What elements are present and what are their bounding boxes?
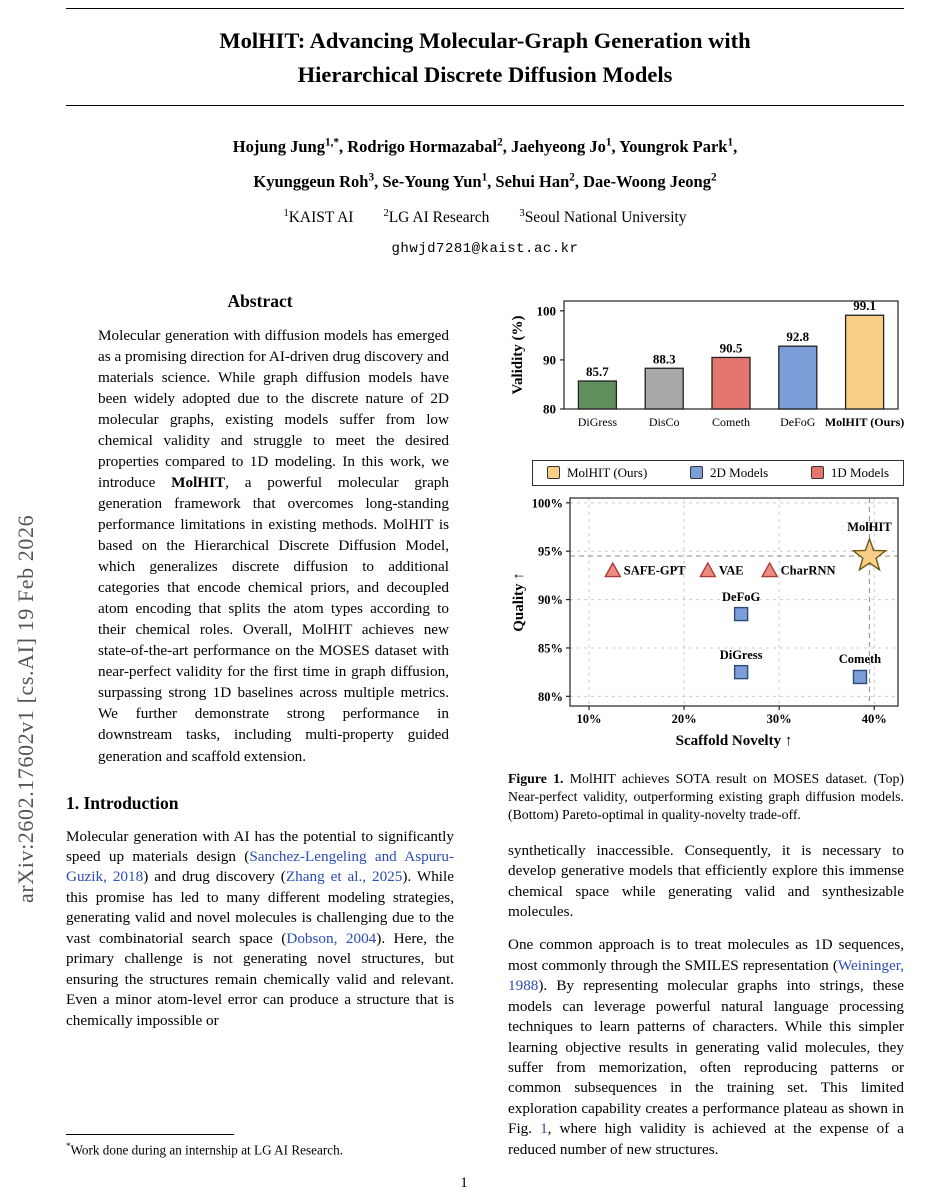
bar-DisCo [645, 368, 683, 409]
svg-text:90: 90 [543, 352, 556, 368]
affiliations [66, 208, 904, 227]
affiliation-snu: $^3$Seoul National University [519, 208, 687, 227]
svg-text:DiGress: DiGress [577, 414, 618, 429]
two-column-body [66, 291, 904, 1161]
arxiv-watermark: arXiv:2602.17602v1 [cs.AI] 19 Feb 2026 [13, 514, 38, 903]
svg-text:92.8: 92.8 [786, 328, 810, 344]
abstract-text: Molecular generation with diffusion models has emerged as a promising direction for AI-driven drug discovery and materials science. While graph diffusion models have been widely adopted due to the discrete nature of 2D molecular graphs, existing models suffer from low chemical validity and struggle to meet the desired properties compared to 1D modeling. In this work, we introduce MolHIT, a powerful molecular graph generation framework that overcomes long-standing performance limitations in existing methods. MolHIT is based on the Hierarchical Discrete Diffusion Model, which generalizes discrete diffusion to additional categories that encode chemical priors, and decoupled atom encoding that splits the atom types according to their chemical roles. Overall, MolHIT achieves new state-of-the-art performance on the MOSES dataset with near-perfect validity for the first time in graph diffusion, surpassing strong 1D baselines across multiple metrics. We further demonstrate strong performance in downstream tasks, including multi-property guided generation and scaffold extension. [98, 326, 449, 765]
title-bottom-rule [66, 105, 904, 106]
contact-email: ghwjd7281@kaist.ac.kr [391, 240, 579, 257]
svg-text:40%: 40% [861, 711, 887, 726]
footnote-rule [66, 1134, 234, 1135]
svg-text:10%: 10% [576, 711, 602, 726]
right-paragraph-2: One common approach is to treat molecules as 1D sequences, most commonly through the SMILES representation (Weininger, 1988). By representing molecular graphs into strings, these models can leverage powerful natural language processing techniques to learn patterns of characters. While this simpler learning objective results in generating valid molecules, they suffer from memorization, often reproducing patterns or common subsequences in the training set. This limited exploration capability creates a performance plateau as shown in Fig. 1, where high validity is achieved at the expense of a reduced number of new structures. [508, 936, 905, 1158]
top-rule [66, 8, 904, 9]
point-DeFoG [735, 607, 748, 620]
point-VAE [700, 563, 715, 577]
point-Cometh [853, 670, 866, 683]
svg-text:Cometh: Cometh [712, 414, 750, 429]
abstract-heading: Abstract [227, 290, 293, 311]
footnote-text: *Work done during an internship at LG AI Research. [66, 1140, 343, 1158]
paper-title [66, 24, 904, 92]
svg-text:80: 80 [543, 401, 556, 417]
validity-bar-chart [508, 293, 904, 450]
svg-text:Quality ↑: Quality ↑ [511, 571, 527, 632]
svg-text:20%: 20% [671, 711, 697, 726]
author-line-2: Kyunggeun Roh$^3$, Se-Young Yun$^1$, Sehui Han$^2$, Dae-Woong Jeong$^2$ [253, 171, 717, 191]
citation-link[interactable]: Sanchez-Lengeling and Aspuru-Guzik, 2018 [66, 848, 455, 886]
right-paragraph-1: synthetically inaccessible. Consequently, it is necessary to develop generative models that efficiently explore this immense chemical space while generating valid and synthesizable molecules. [508, 841, 904, 920]
svg-text:Scaffold Novelty ↑: Scaffold Novelty ↑ [675, 732, 793, 749]
svg-text:85%: 85% [538, 641, 563, 656]
bar-MolHIT (Ours) [846, 315, 884, 409]
legend-item-1d-models [811, 465, 889, 481]
svg-text:99.1: 99.1 [853, 297, 876, 313]
citation-link[interactable]: Zhang et al., 2025 [285, 868, 403, 886]
author-list [66, 129, 904, 200]
paper-title-line1: MolHIT: Advancing Molecular-Graph Generation with [219, 28, 751, 53]
svg-text:MolHIT (Ours): MolHIT (Ours) [824, 414, 904, 429]
legend-swatch [690, 466, 703, 479]
quality-novelty-scatter [508, 488, 904, 761]
author-line-1: Hojung Jung$^{1,*}$, Rodrigo Hormazabal$^2$, Jaehyeong Jo$^1$, Youngrok Park$^1$, [232, 136, 738, 156]
svg-text:DiGress: DiGress [719, 647, 763, 662]
svg-text:100: 100 [536, 302, 556, 318]
figure-1-caption: Figure 1. MolHIT achieves SOTA result on MOSES dataset. (Top) Near-perfect validity, outperforming existing graph diffusion models. (Bottom) Pareto-optimal in quality-novelty trade-off. [508, 770, 904, 823]
svg-text:95%: 95% [538, 544, 563, 559]
legend-swatch [811, 466, 824, 479]
svg-text:80%: 80% [538, 689, 563, 704]
footnote [66, 1134, 454, 1160]
point-CharRNN [762, 563, 777, 577]
svg-text:DisCo: DisCo [648, 414, 680, 429]
legend-item-2d-models [690, 465, 768, 481]
legend-item-molhit-ours- [547, 465, 647, 481]
figure-legend [532, 460, 904, 486]
legend-label: MolHIT (Ours) [567, 464, 648, 480]
section-1-heading: 1. Introduction [66, 792, 179, 813]
legend-swatch [547, 466, 560, 479]
svg-text:DeFoG: DeFoG [722, 589, 761, 604]
svg-text:30%: 30% [766, 711, 792, 726]
legend-label: 1D Models [830, 464, 889, 480]
right-column [508, 291, 904, 1161]
svg-text:DeFoG: DeFoG [780, 414, 816, 429]
paper-title-line2: Hierarchical Discrete Diffusion Models [297, 61, 673, 87]
citation-link[interactable]: Weininger, 1988 [508, 956, 904, 995]
citation-link[interactable]: Dobson, 2004 [286, 929, 377, 947]
citation-link[interactable]: 1 [540, 1120, 548, 1138]
page-number: 1 [460, 1175, 468, 1191]
svg-text:SAFE-GPT: SAFE-GPT [623, 563, 686, 578]
svg-text:MolHIT: MolHIT [847, 519, 892, 534]
bar-DeFoG [779, 346, 817, 409]
point-DiGress [735, 665, 748, 678]
legend-label: 2D Models [710, 464, 769, 480]
svg-text:85.7: 85.7 [586, 363, 609, 379]
affiliation-lg: $^2$LG AI Research [383, 208, 490, 227]
svg-text:88.3: 88.3 [652, 350, 676, 366]
svg-text:CharRNN: CharRNN [780, 563, 836, 578]
bar-Cometh [712, 357, 750, 409]
point-SAFE-GPT [605, 563, 620, 577]
introduction-paragraph: Molecular generation with AI has the potential to significantly speed up materials design (Sanchez-Lengeling and Aspuru-Guzik, 2018) and drug discovery (Zhang et al., 2025). While this promise has led to many different modeling strategies, generating valid and novel molecules is challenging due to the vast combinatorial search space (Dobson, 2004). Here, the primary challenge is not generating novel structures, but ensuring the structures remain chemically valid and relevant. Even a minor atom-level error can produce a structure that is chemically impossible or [66, 827, 455, 1029]
svg-text:90.5: 90.5 [719, 340, 743, 356]
svg-text:90%: 90% [538, 592, 563, 607]
svg-text:100%: 100% [531, 495, 563, 510]
figure-1 [508, 293, 904, 825]
svg-text:Cometh: Cometh [838, 651, 882, 666]
svg-text:Validity (%): Validity (%) [510, 315, 526, 395]
bar-DiGress [578, 381, 616, 409]
left-column [66, 291, 454, 1161]
affiliation-kaist: $^1$KAIST AI [283, 208, 354, 227]
svg-text:VAE: VAE [718, 563, 744, 578]
